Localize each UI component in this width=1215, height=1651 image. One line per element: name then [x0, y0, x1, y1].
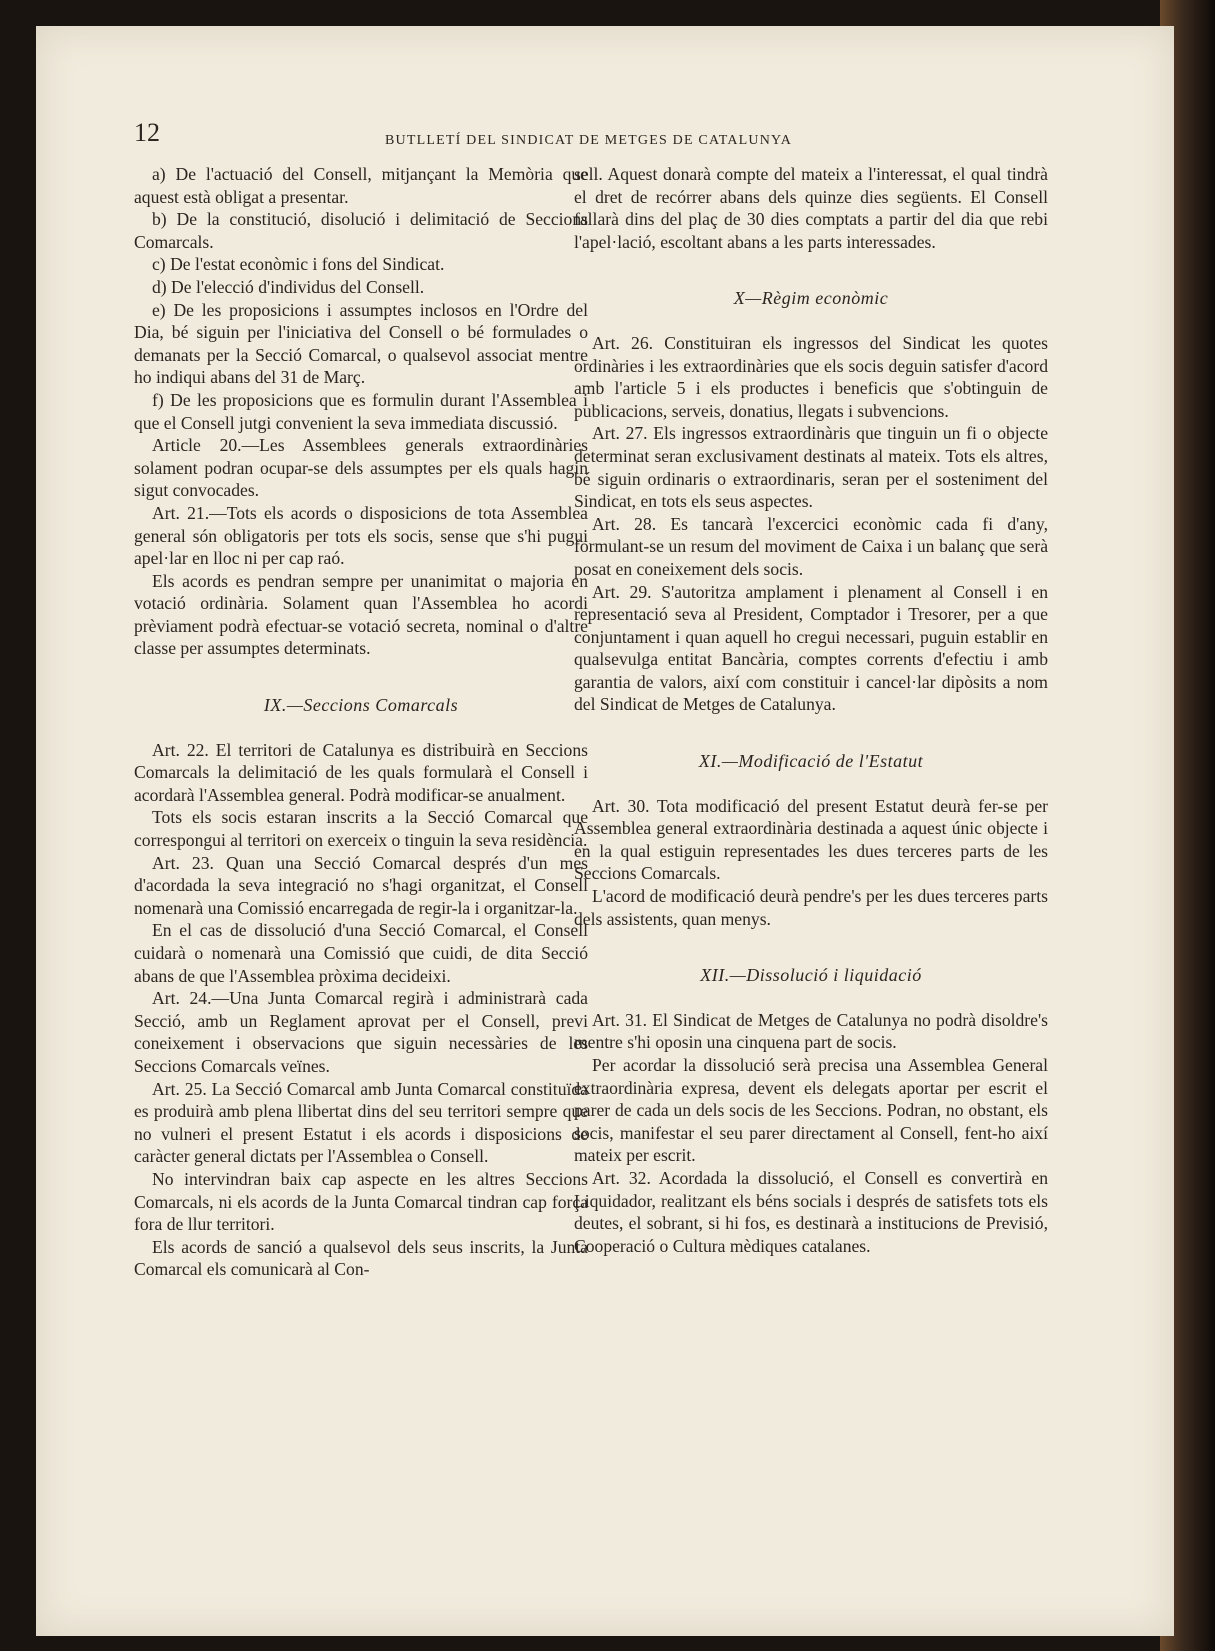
- paragraph: Art. 26. Constituiran els ingressos del Sindicat les quotes ordinàries i les extraordinàries que els socis deguin satisfer d'acord amb l'article 5 i els productes i beneficis que s'obtinguin de publicacions, serveis, donatius, llegats i subvencions.: [574, 332, 1048, 421]
- paragraph: Article 20.—Les Assemblees generals extraordinàries solament podran ocupar-se dels assumptes per els quals hagin sigut convocades.: [134, 435, 588, 501]
- left-column: [134, 163, 588, 1281]
- paragraph: Els acords es pendran sempre per unanimitat o majoria en votació ordinària. Solament quan l'Assemblea ho acordi prèviament podrà efectuar-se votació secreta, nominal o d'altre classe per assumptes determinats.: [134, 570, 588, 659]
- paragraph: e) De les proposicions i assumptes inclosos en l'Ordre del Dia, bé siguin per l'iniciativa del Consell o bé formulades o demanats per la Secció Comarcal, o qualsevol associat mentre ho indiqui abans del 31 de Març.: [134, 299, 588, 388]
- running-head: BUTLLETÍ DEL SINDICAT DE METGES DE CATALUNYA: [385, 133, 793, 148]
- paragraph: Art. 32. Acordada la dissolució, el Consell es convertirà en Liquidador, realitzant els béns socials i després de satisfets tots els deutes, el sobrant, si hi fos, es destinarà a institucions de Previsió, Cooperació o Cultura mèdiques catalanes.: [574, 1167, 1048, 1256]
- paragraph: f) De les proposicions que es formulin durant l'Assemblea i que el Consell jutgi convenient la seva immediata discussió.: [134, 389, 588, 433]
- paragraph: Els acords de sanció a qualsevol dels seus inscrits, la Junta Comarcal els comunicarà al Con-: [134, 1236, 588, 1280]
- paragraph: Art. 21.—Tots els acords o disposicions de tota Assemblea general són obligatoris per tots els socis, sense que s'hi pugui apel·lar en lloc ni per cap raó.: [134, 502, 588, 569]
- section-heading: IX.—Seccions Comarcals: [263, 695, 459, 716]
- page-number: 12: [134, 118, 160, 147]
- right-column: [574, 163, 1048, 1257]
- section-heading: XII.—Dissolució i liquidació: [700, 965, 922, 986]
- section-heading: X—Règim econòmic: [733, 288, 889, 309]
- paragraph: Art. 24.—Una Junta Comarcal regirà i administrarà cada Secció, amb un Reglament aprovat per el Consell, previ coneixement i observacions que siguin necessàries de les Seccions Comarcals veïnes.: [134, 988, 588, 1076]
- paragraph: Art. 29. S'autoritza amplament i plenament al Consell i en representació seva al President, Comptador i Tresorer, per a que conjuntament i quan aquell ho cregui necessari, puguin establir en qualsevulga entitat Bancària, comptes corrents d'efectiu i amb garantia de valors, així com constituir i cancel·lar dipòsits a nom del Sindicat de Metges de Catalunya.: [574, 581, 1048, 715]
- paragraph: c) De l'estat econòmic i fons del Sindicat.: [152, 254, 445, 275]
- paragraph: Art. 31. El Sindicat de Metges de Catalunya no podrà disoldre's mentre s'hi oposin una cinquena part de socis.: [574, 1009, 1048, 1053]
- paragraph: Art. 28. Es tancarà l'excercici econòmic cada fi d'any, formulant-se un resum del moviment de Caixa i un balanç que serà posat en coneixement dels socis.: [574, 513, 1048, 579]
- paragraph: Art. 23. Quan una Secció Comarcal després d'un mes d'acordada la seva integració no s'hagi organitzat, el Consell nomenarà una Comissió encarregada de regir-la i organitzar-la.: [134, 852, 588, 918]
- paragraph: a) De l'actuació del Consell, mitjançant la Memòria que aquest està obligat a presentar.: [134, 164, 588, 207]
- paragraph: d) De l'elecció d'individus del Consell.: [152, 276, 425, 297]
- paragraph: Art. 22. El territori de Catalunya es distribuirà en Seccions Comarcals la delimitació de les quals formularà el Consell i acordarà l'Assemblea general. Podrà modificar-se anualment.: [134, 739, 588, 805]
- paragraph: Art. 27. Els ingressos extraordinàris que tinguin un fi o objecte determinat seran exclusivament destinats al mateix. Tots els altres, bé siguin ordinaris o extraordinaris, seran per el sosteniment del Sindicat, en tots els seus aspectes.: [574, 423, 1048, 512]
- paragraph: En el cas de dissolució d'una Secció Comarcal, el Consell cuidarà o nomenarà una Comissió que cuidi, de dita Secció abans de que l'Assemblea pròxima decideixi.: [134, 920, 588, 986]
- paragraph: sell. Aquest donarà compte del mateix a l'interessat, el qual tindrà el dret de recórrer abans dels quinze dies següents. El Consell fallarà dins del plaç de 30 dies comptats a partir del dia que rebi l'apel·lació, escoltant abans a les parts interessades.: [574, 164, 1048, 252]
- paragraph: No intervindran baix cap aspecte en les altres Seccions Comarcals, ni els acords de la Junta Comarcal tindran cap força fora de llur territori.: [134, 1168, 588, 1235]
- paragraph: b) De la constitució, disolució i delimitació de Seccions Comarcals.: [134, 209, 588, 252]
- section-heading: XI.—Modificació de l'Estatut: [698, 751, 924, 772]
- paragraph: Per acordar la dissolució serà precisa una Assemblea General extraordinària expresa, devent els delegats aportar per escrit el parer de cada un dels socis de les Seccions. Podran, no obstant, els socis, manifestar el seu parer directament al Consell, fent-ho així mateix per escrit.: [574, 1055, 1048, 1166]
- paragraph: Art. 30. Tota modificació del present Estatut deurà fer-se per Assemblea general extraordinària destinada a aquest únic objecte i en la qual estiguin representades les dues terceres parts de les Seccions Comarcals.: [574, 795, 1048, 884]
- paragraph: Tots els socis estaran inscrits a la Secció Comarcal que correspongui al territori on exerceix o tinguin la seva residència.: [134, 807, 588, 851]
- paragraph: Art. 25. La Secció Comarcal amb Junta Comarcal constituïda es produirà amb plena llibertat dins del seu territori sempre que no vulneri el present Estatut i els acords i disposicions de caràcter general dictats per l'Assemblea o Consell.: [134, 1078, 588, 1167]
- paragraph: L'acord de modificació deurà pendre's per les dues terceres parts dels assistents, quan menys.: [574, 886, 1048, 929]
